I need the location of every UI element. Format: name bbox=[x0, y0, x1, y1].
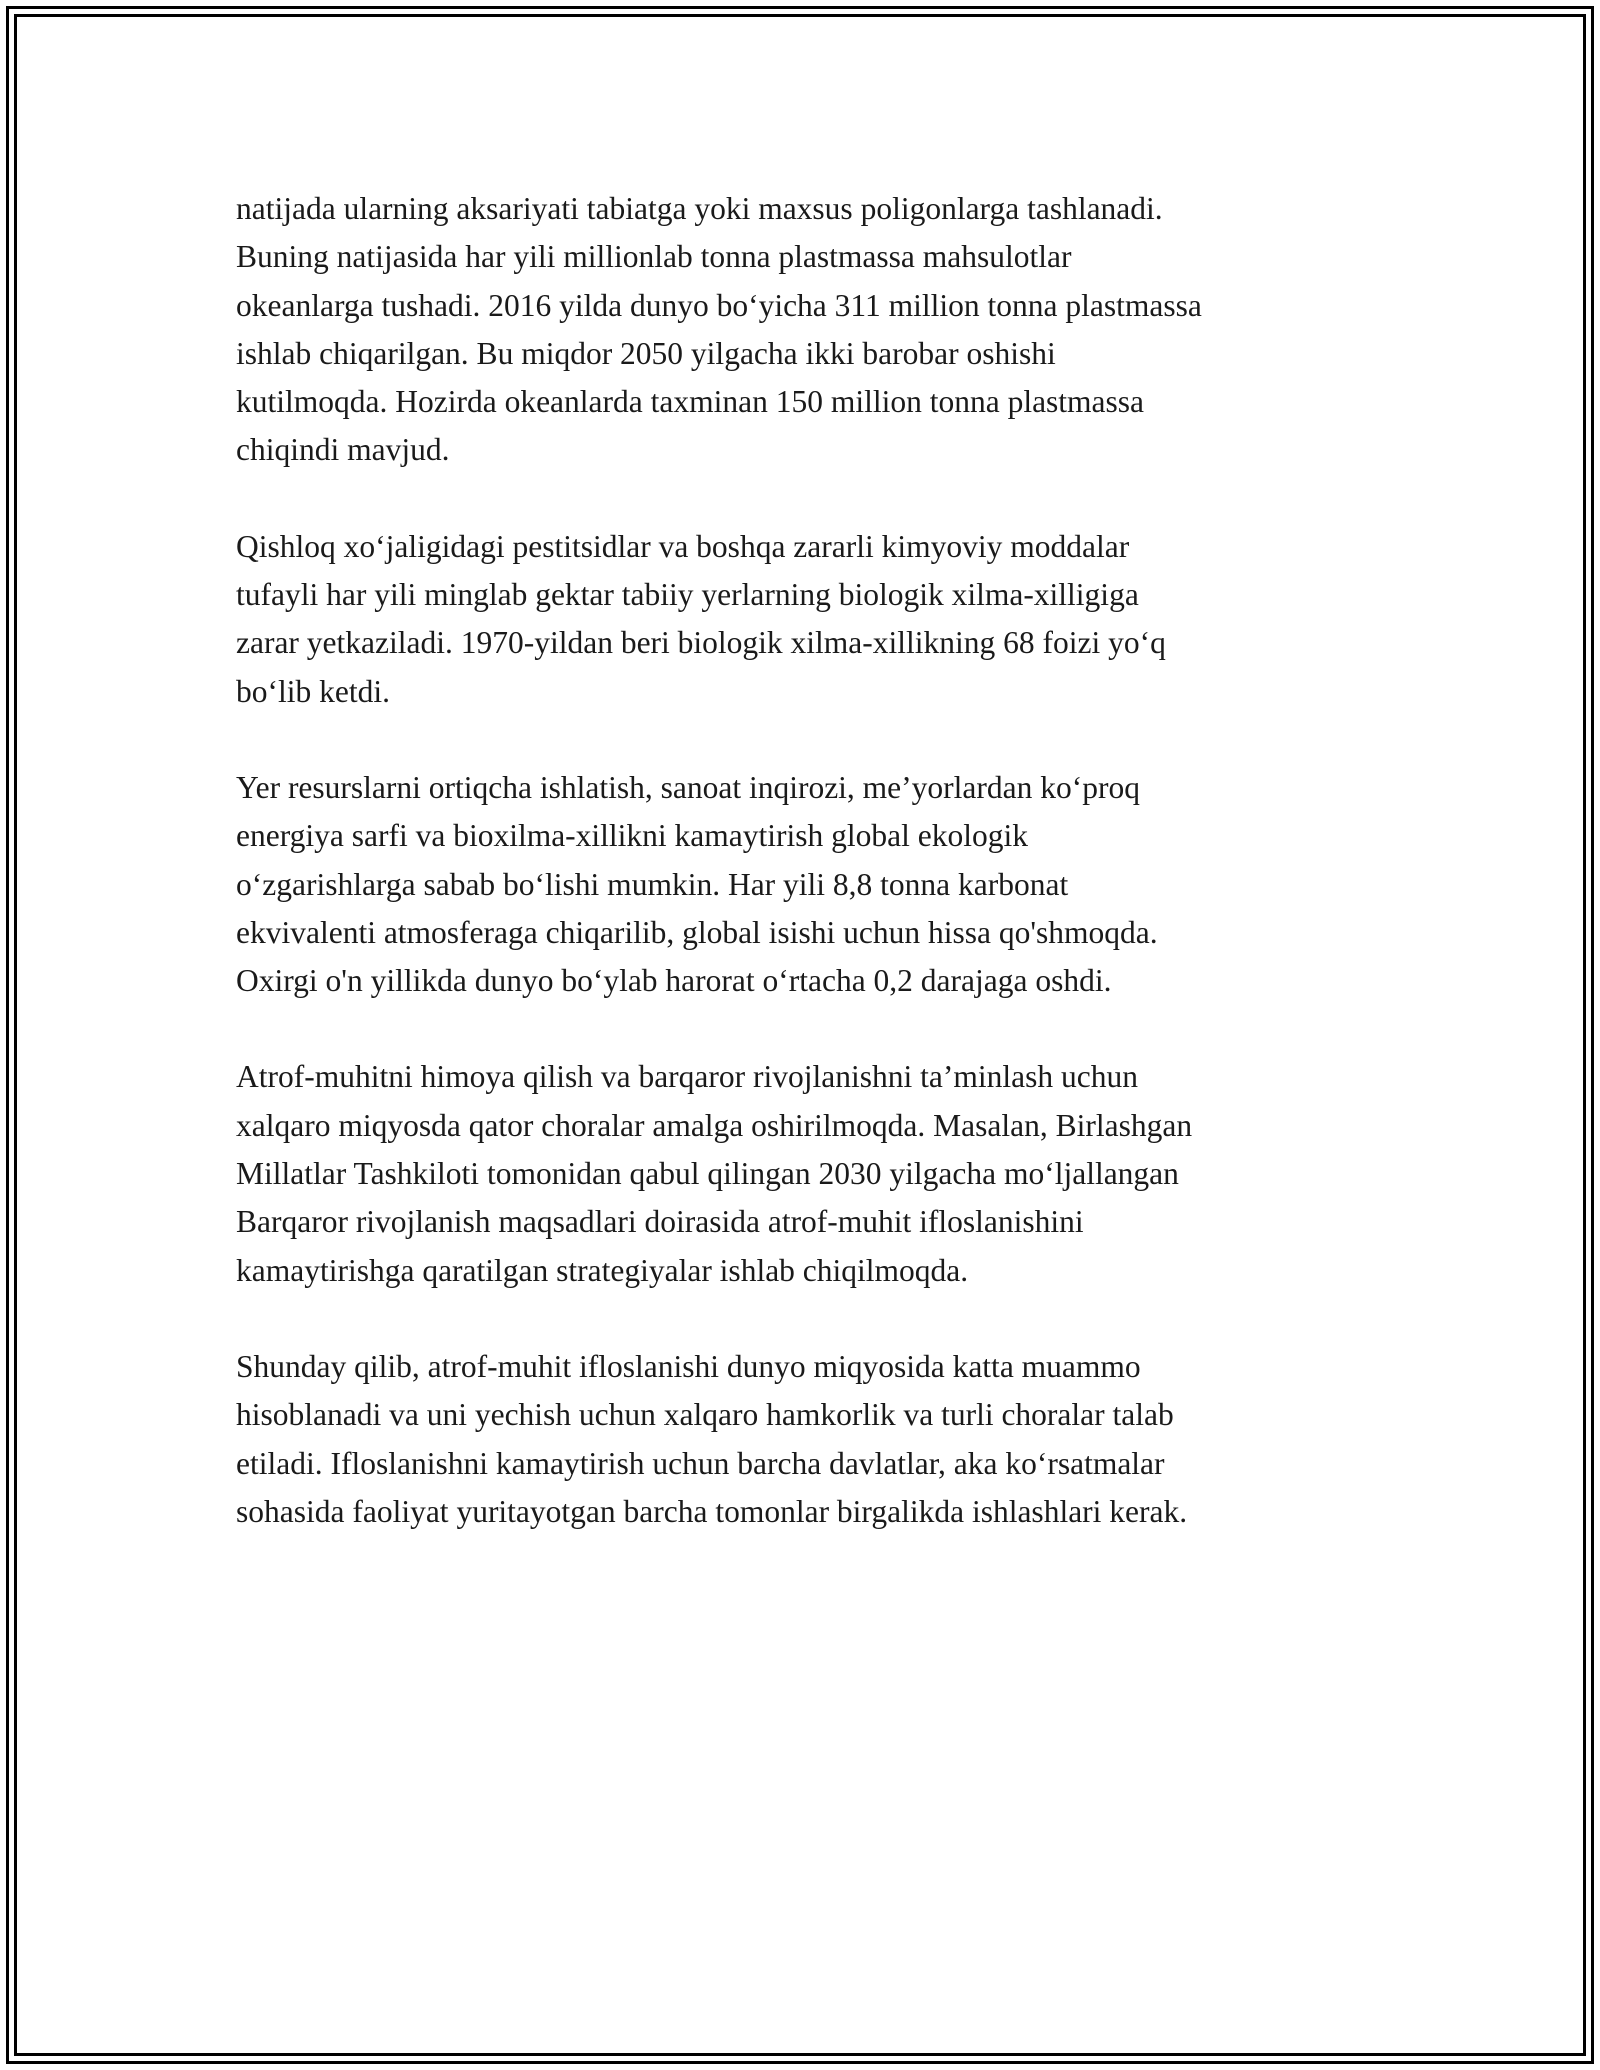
text-line: kutilmoqda. Hozirda okeanlarda taxminan 150 million tonna plastmassa bbox=[236, 384, 1145, 420]
paragraph-international-measures bbox=[236, 1053, 1376, 1294]
text-line: etiladi. Ifloslanishni kamaytirish uchun barcha davlatlar, aka ko‘rsatmalar bbox=[236, 1445, 1165, 1481]
text-line: bo‘lib ketdi. bbox=[236, 673, 390, 709]
text-line: Oxirgi o'n yillikda dunyo bo‘ylab harorat o‘rtacha 0,2 darajaga oshdi. bbox=[236, 963, 1112, 999]
paragraph-pesticides bbox=[236, 523, 1376, 716]
document-body bbox=[236, 185, 1376, 1536]
text-line: zarar yetkaziladi. 1970-yildan beri biologik xilma-xillikning 68 foizi yo‘q bbox=[236, 625, 1166, 661]
text-line: natijada ularning aksariyati tabiatga yoki maxsus poligonlarga tashlanadi. bbox=[236, 191, 1163, 226]
text-line: Yer resurslarni ortiqcha ishlatish, sanoat inqirozi, me’yorlardan ko‘proq bbox=[236, 769, 1140, 805]
text-line: ekvivalenti atmosferaga chiqarilib, global isishi uchun hissa qo'shmoqda. bbox=[236, 914, 1158, 950]
text-line: sohasida faoliyat yuritayotgan barcha tomonlar birgalikda ishlashlari kerak. bbox=[236, 1493, 1188, 1529]
text-line: ishlab chiqarilgan. Bu miqdor 2050 yilgacha ikki barobar oshishi bbox=[236, 335, 1056, 371]
text-line: Barqaror rivojlanish maqsadlari doirasida atrof-muhit ifloslanishini bbox=[236, 1204, 1084, 1240]
text-line: Qishloq xo‘jaligidagi pestitsidlar va boshqa zararli kimyoviy moddalar bbox=[236, 528, 1130, 564]
paragraph-global-changes bbox=[236, 764, 1376, 1005]
text-line: Shunday qilib, atrof-muhit ifloslanishi dunyo miqyosida katta muammo bbox=[236, 1348, 1141, 1384]
text-line: o‘zgarishlarga sabab bo‘lishi mumkin. Har yili 8,8 tonna karbonat bbox=[236, 866, 1069, 902]
paragraph-plastic-waste bbox=[236, 185, 1376, 475]
text-line: okeanlarga tushadi. 2016 yilda dunyo bo‘yicha 311 million tonna plastmassa bbox=[236, 287, 1202, 323]
text-line: tufayli har yili minglab gektar tabiiy yerlarning biologik xilma-xilligiga bbox=[236, 577, 1139, 613]
text-line: Millatlar Tashkiloti tomonidan qabul qilingan 2030 yilgacha mo‘ljallangan bbox=[236, 1156, 1179, 1192]
paragraph-conclusion bbox=[236, 1343, 1376, 1536]
text-line: Buning natijasida har yili millionlab tonna plastmassa mahsulotlar bbox=[236, 239, 1072, 275]
text-line: hisoblanadi va uni yechish uchun xalqaro hamkorlik va turli choralar talab bbox=[236, 1397, 1174, 1433]
text-line: energiya sarfi va bioxilma-xillikni kamaytirish global ekologik bbox=[236, 818, 1028, 854]
text-line: Atrof-muhitni himoya qilish va barqaror rivojlanishni ta’minlash uchun bbox=[236, 1059, 1138, 1095]
text-line: kamaytirishga qaratilgan strategiyalar ishlab chiqilmoqda. bbox=[236, 1252, 969, 1288]
text-line: xalqaro miqyosda qator choralar amalga oshirilmoqda. Masalan, Birlashgan bbox=[236, 1107, 1193, 1143]
text-line: chiqindi mavjud. bbox=[236, 432, 450, 468]
